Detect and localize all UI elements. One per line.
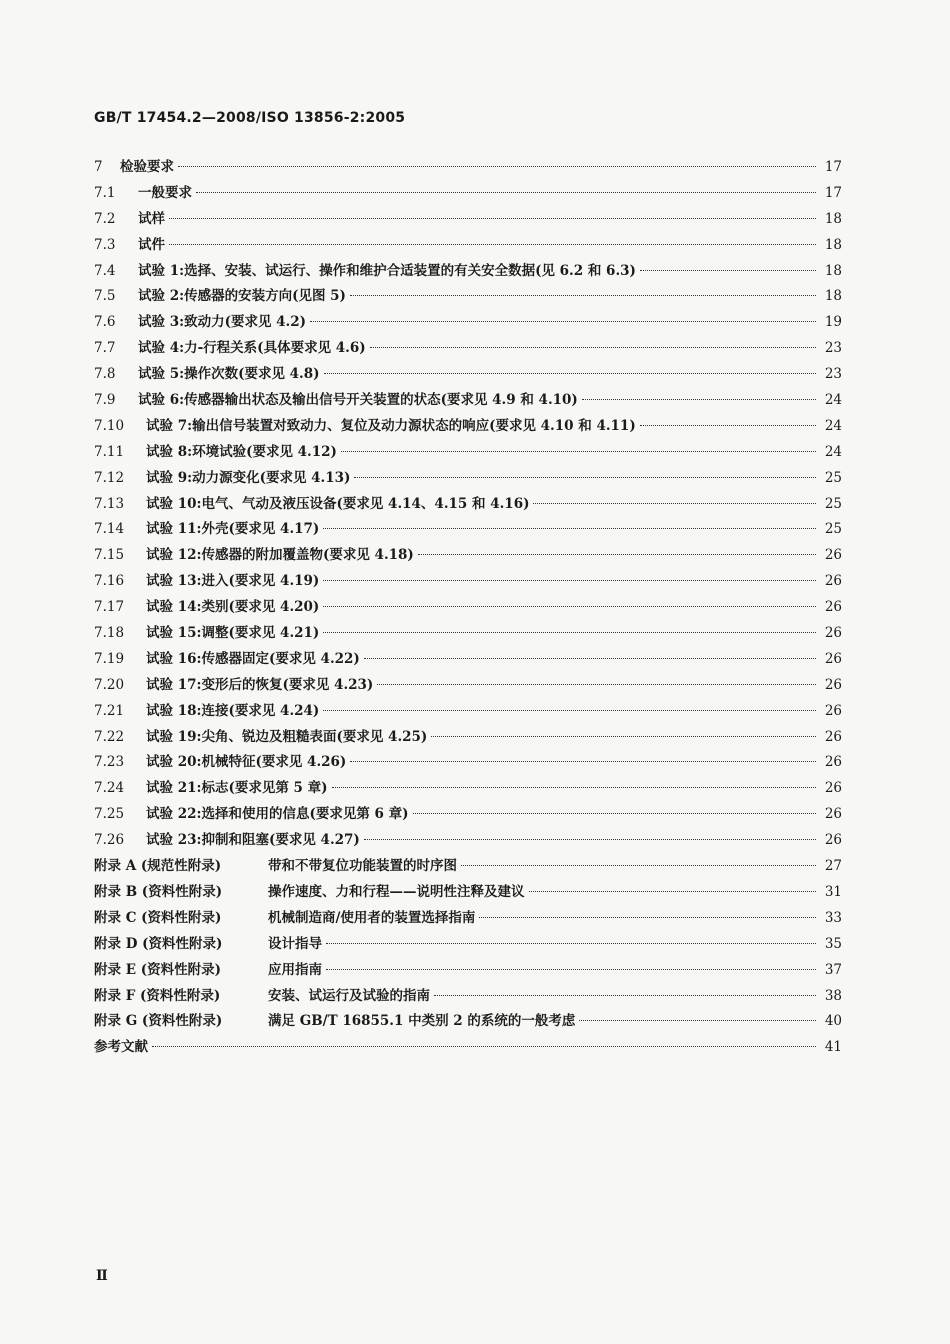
toc-entry[interactable] <box>94 621 842 647</box>
toc-entry[interactable] <box>94 699 842 725</box>
toc-entry-title: 试验 23:抑制和阻塞(要求见 4.27) <box>146 832 360 849</box>
toc-appendix-label: 附录 C (资料性附录) <box>94 909 222 926</box>
toc-entry[interactable] <box>94 492 842 518</box>
toc-entry-number: 7 <box>94 159 103 175</box>
toc-dot-leader <box>310 321 816 322</box>
toc-dot-leader <box>354 477 816 478</box>
toc-page-number: 19 <box>824 314 842 331</box>
toc-entry-title: 试验 19:尖角、锐边及粗糙表面(要求见 4.25) <box>146 728 428 745</box>
toc-entry-number: 7.1 <box>94 184 116 201</box>
toc-entry-title: 试验 8:环境试验(要求见 4.12) <box>146 443 337 460</box>
toc-dot-leader <box>413 813 816 814</box>
toc-entry-title: 试验 2:传感器的安装方向(见图 5) <box>138 288 346 305</box>
toc-entry-number: 7.24 <box>94 780 125 797</box>
toc-entry[interactable] <box>94 828 842 854</box>
toc-dot-leader <box>324 373 816 374</box>
toc-entry-title: 试验 13:进入(要求见 4.19) <box>146 573 320 590</box>
toc-entry-title: 试验 14:类别(要求见 4.20) <box>146 599 320 616</box>
toc-appendix-label: 附录 B (资料性附录) <box>94 883 223 900</box>
toc-entry-title: 试验 7:输出信号装置对致动力、复位及动力源状态的响应(要求见 4.10 和 4.11) <box>146 417 636 434</box>
page-number: Ⅱ <box>96 1268 108 1284</box>
toc-entry-number: 7.22 <box>94 728 125 745</box>
toc-page-number: 33 <box>824 909 842 926</box>
toc-page-number: 17 <box>824 159 842 175</box>
toc-entry-title: 试验 3:致动力(要求见 4.2) <box>138 314 307 331</box>
toc-entry[interactable] <box>94 725 842 751</box>
toc-entry-title: 操作速度、力和行程——说明性注释及建议 <box>268 883 525 900</box>
table-of-contents <box>94 155 842 1061</box>
toc-entry-title: 试验 10:电气、气动及液压设备(要求见 4.14、4.15 和 4.16) <box>146 495 530 512</box>
toc-entry[interactable] <box>94 259 842 285</box>
toc-dot-leader <box>326 943 816 944</box>
toc-dot-leader <box>350 761 816 762</box>
toc-page-number: 37 <box>824 961 842 978</box>
toc-entry-title: 试验 4:力-行程关系(具体要求见 4.6) <box>138 340 366 357</box>
toc-entry-number: 7.4 <box>94 262 116 279</box>
toc-page-number: 26 <box>824 702 842 719</box>
toc-entry-title: 满足 GB/T 16855.1 中类别 2 的系统的一般考虑 <box>268 1013 576 1030</box>
toc-entry[interactable] <box>94 1035 842 1061</box>
toc-entry-title: 试验 1:选择、安装、试运行、操作和维护合适装置的有关安全数据(见 6.2 和 6.3) <box>138 262 636 279</box>
toc-entry[interactable] <box>94 181 842 207</box>
toc-entry-title: 试验 5:操作次数(要求见 4.8) <box>138 366 320 383</box>
toc-entry-number: 7.17 <box>94 599 125 616</box>
toc-dot-leader <box>323 710 816 711</box>
toc-page-number: 26 <box>824 650 842 667</box>
toc-entry-title: 试验 16:传感器固定(要求见 4.22) <box>146 650 360 667</box>
toc-page-number: 18 <box>824 288 842 305</box>
toc-entry[interactable] <box>94 880 842 906</box>
toc-page-number: 23 <box>824 340 842 357</box>
toc-dot-leader <box>169 244 816 245</box>
toc-entry[interactable] <box>94 595 842 621</box>
toc-entry-title: 试验 15:调整(要求见 4.21) <box>146 625 320 642</box>
toc-dot-leader <box>332 787 816 788</box>
toc-dot-leader <box>152 1046 816 1047</box>
toc-entry-number: 7.18 <box>94 625 125 642</box>
toc-entry-title: 试验 18:连接(要求见 4.24) <box>146 702 320 719</box>
toc-dot-leader <box>431 736 816 737</box>
toc-entry-title: 一般要求 <box>138 184 192 201</box>
toc-entry[interactable] <box>94 647 842 673</box>
toc-dot-leader <box>323 580 816 581</box>
toc-dot-leader <box>579 1020 816 1021</box>
toc-page-number: 25 <box>824 469 842 486</box>
toc-entry-number: 7.13 <box>94 495 125 512</box>
toc-entry-number: 7.6 <box>94 314 116 331</box>
toc-page-number: 41 <box>824 1039 842 1056</box>
toc-entry-number: 7.8 <box>94 366 116 383</box>
toc-dot-leader <box>364 839 816 840</box>
toc-dot-leader <box>461 865 816 866</box>
toc-dot-leader <box>323 632 816 633</box>
toc-dot-leader <box>326 969 816 970</box>
toc-entry-number: 7.15 <box>94 547 125 564</box>
toc-page-number: 24 <box>824 417 842 434</box>
toc-entry[interactable] <box>94 362 842 388</box>
toc-entry-title: 试验 11:外壳(要求见 4.17) <box>146 521 320 538</box>
toc-entry-title: 试验 9:动力源变化(要求见 4.13) <box>146 469 351 486</box>
toc-appendix-label: 附录 D (资料性附录) <box>94 935 223 952</box>
toc-dot-leader <box>434 995 816 996</box>
toc-page-number: 26 <box>824 832 842 849</box>
toc-entry-number: 7.7 <box>94 340 116 357</box>
toc-dot-leader <box>341 451 816 452</box>
toc-entry[interactable] <box>94 1009 842 1035</box>
toc-entry-title: 试验 20:机械特征(要求见 4.26) <box>146 754 347 771</box>
toc-page-number: 38 <box>824 987 842 1004</box>
toc-page-number: 26 <box>824 728 842 745</box>
toc-page-number: 18 <box>824 210 842 227</box>
toc-page-number: 26 <box>824 547 842 564</box>
toc-entry-title: 试件 <box>138 236 165 253</box>
toc-entry-title: 机械制造商/使用者的装置选择指南 <box>268 909 476 926</box>
toc-page-number: 26 <box>824 573 842 590</box>
toc-entry-number: 7.12 <box>94 469 125 486</box>
toc-entry[interactable] <box>94 284 842 310</box>
toc-entry-number: 7.14 <box>94 521 125 538</box>
toc-entry-number: 7.9 <box>94 392 116 409</box>
toc-entry-number: 7.5 <box>94 288 116 305</box>
toc-dot-leader <box>323 606 816 607</box>
toc-entry-number: 7.26 <box>94 832 125 849</box>
toc-entry-number: 7.19 <box>94 650 125 667</box>
toc-entry[interactable] <box>94 958 842 984</box>
toc-entry-title: 试样 <box>138 210 165 227</box>
toc-page-number: 26 <box>824 780 842 797</box>
toc-entry-number: 7.3 <box>94 236 116 253</box>
toc-entry-number: 7.21 <box>94 702 125 719</box>
toc-entry-number: 7.16 <box>94 573 125 590</box>
toc-entry-title: 试验 12:传感器的附加覆盖物(要求见 4.18) <box>146 547 414 564</box>
toc-page-number: 25 <box>824 521 842 538</box>
toc-page-number: 24 <box>824 392 842 409</box>
toc-dot-leader <box>640 425 816 426</box>
toc-dot-leader <box>377 684 816 685</box>
toc-entry[interactable] <box>94 854 842 880</box>
toc-entry-title: 试验 21:标志(要求见第 5 章) <box>146 780 328 797</box>
toc-dot-leader <box>370 347 816 348</box>
toc-entry-title: 安装、试运行及试验的指南 <box>268 987 430 1004</box>
toc-page-number: 35 <box>824 935 842 952</box>
toc-entry[interactable] <box>94 984 842 1010</box>
toc-page-number: 26 <box>824 676 842 693</box>
toc-dot-leader <box>479 917 816 918</box>
toc-entry[interactable] <box>94 207 842 233</box>
toc-entry[interactable] <box>94 336 842 362</box>
toc-page-number: 18 <box>824 236 842 253</box>
toc-dot-leader <box>364 658 816 659</box>
toc-dot-leader <box>418 554 816 555</box>
toc-entry-title: 参考文献 <box>94 1039 148 1056</box>
toc-page-number: 17 <box>824 184 842 201</box>
toc-entry-number: 7.10 <box>94 417 125 434</box>
toc-page-number: 26 <box>824 625 842 642</box>
toc-entry[interactable] <box>94 155 842 181</box>
toc-dot-leader <box>169 218 816 219</box>
toc-page-number: 18 <box>824 262 842 279</box>
toc-page-number: 23 <box>824 366 842 383</box>
toc-entry[interactable] <box>94 414 842 440</box>
standard-header: GB/T 17454.2—2008/ISO 13856-2:2005 <box>94 110 406 126</box>
toc-entry-title: 带和不带复位功能装置的时序图 <box>268 858 457 875</box>
toc-entry-title: 设计指导 <box>268 935 322 952</box>
toc-entry-number: 7.20 <box>94 676 125 693</box>
toc-entry[interactable] <box>94 388 842 414</box>
toc-page-number: 27 <box>824 858 842 875</box>
toc-page-number: 24 <box>824 443 842 460</box>
toc-entry[interactable] <box>94 440 842 466</box>
toc-entry[interactable] <box>94 466 842 492</box>
toc-dot-leader <box>533 503 816 504</box>
toc-dot-leader <box>582 399 816 400</box>
toc-entry[interactable] <box>94 673 842 699</box>
toc-page-number: 31 <box>824 883 842 900</box>
toc-appendix-label: 附录 A (规范性附录) <box>94 858 222 875</box>
toc-entry[interactable] <box>94 932 842 958</box>
toc-dot-leader <box>178 166 816 167</box>
toc-entry[interactable] <box>94 750 842 776</box>
toc-dot-leader <box>350 295 816 296</box>
toc-page-number: 26 <box>824 806 842 823</box>
toc-entry-title: 试验 6:传感器输出状态及输出信号开关装置的状态(要求见 4.9 和 4.10) <box>138 392 578 409</box>
toc-entry[interactable] <box>94 543 842 569</box>
toc-dot-leader <box>640 270 816 271</box>
toc-page-number: 40 <box>824 1013 842 1030</box>
toc-entry[interactable] <box>94 906 842 932</box>
toc-entry-number: 7.2 <box>94 210 116 227</box>
toc-entry-title: 检验要求 <box>120 159 174 175</box>
toc-appendix-label: 附录 F (资料性附录) <box>94 987 221 1004</box>
toc-appendix-label: 附录 G (资料性附录) <box>94 1013 223 1030</box>
toc-page-number: 26 <box>824 754 842 771</box>
toc-page-number: 26 <box>824 599 842 616</box>
toc-dot-leader <box>323 528 816 529</box>
toc-entry[interactable] <box>94 569 842 595</box>
toc-dot-leader <box>196 192 816 193</box>
toc-dot-leader <box>529 891 817 892</box>
toc-entry-number: 7.11 <box>94 443 125 460</box>
toc-entry-number: 7.25 <box>94 806 125 823</box>
toc-entry[interactable] <box>94 802 842 828</box>
toc-entry-number: 7.23 <box>94 754 125 771</box>
toc-entry-title: 应用指南 <box>268 961 322 978</box>
toc-entry[interactable] <box>94 233 842 259</box>
toc-entry[interactable] <box>94 310 842 336</box>
toc-entry[interactable] <box>94 776 842 802</box>
toc-entry-title: 试验 17:变形后的恢复(要求见 4.23) <box>146 676 374 693</box>
toc-appendix-label: 附录 E (资料性附录) <box>94 961 221 978</box>
toc-entry-title: 试验 22:选择和使用的信息(要求见第 6 章) <box>146 806 409 823</box>
toc-page-number: 25 <box>824 495 842 512</box>
toc-entry[interactable] <box>94 517 842 543</box>
